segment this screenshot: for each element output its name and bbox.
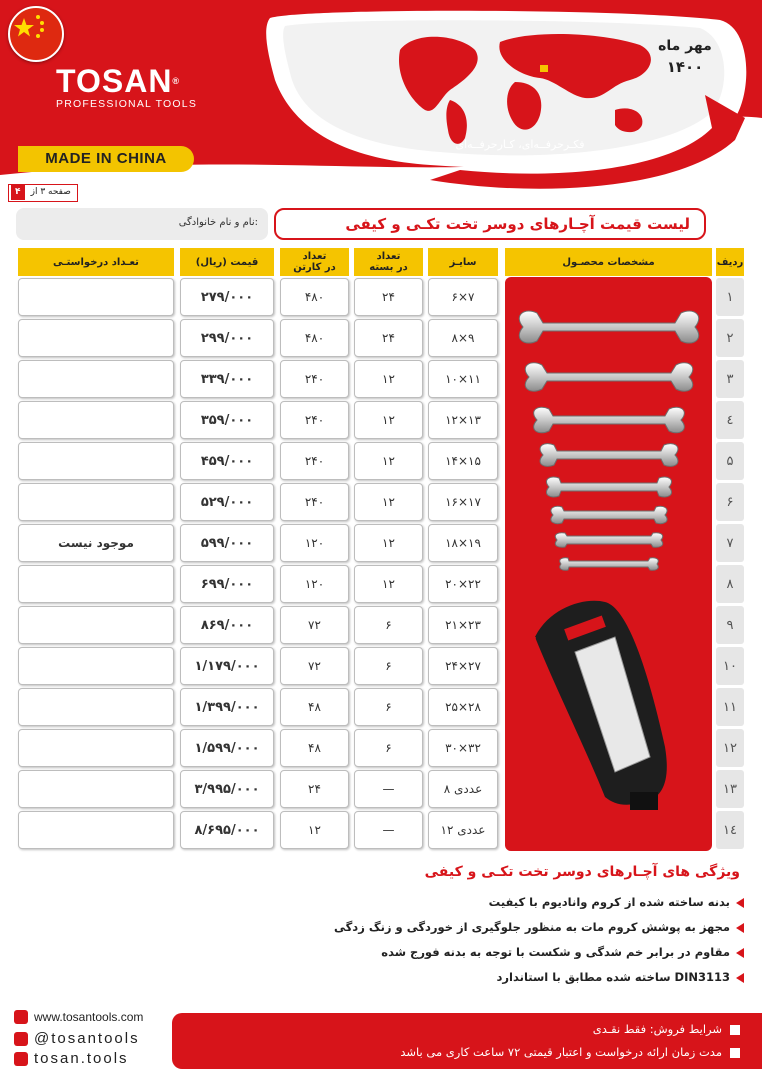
- row-number: ۱۰: [716, 647, 744, 685]
- website-link[interactable]: [14, 1010, 143, 1024]
- pack-qty-cell: ۶: [354, 647, 423, 685]
- square-bullet-icon: [730, 1048, 740, 1058]
- col-header-per-carton: تعداد در کارتن: [280, 248, 349, 276]
- request-qty-input[interactable]: [18, 319, 174, 357]
- row-number: ۸: [716, 565, 744, 603]
- col-header-row-no: ردیف: [716, 248, 744, 276]
- carton-qty-cell: ۲۴۰: [280, 442, 349, 480]
- issue-year: ۱۴۰۰: [666, 58, 704, 76]
- pack-qty-cell: ۱۲: [354, 483, 423, 521]
- features-title: ویژگی های آچـارهای دوسر تخت تکـی و کیفی: [424, 864, 740, 880]
- price-cell: ۱/۱۷۹/۰۰۰: [180, 647, 274, 685]
- terms-text: مدت زمان ارائه درخواست و اعتبار قیمتی ۷۲ ساعت کاری می باشد: [400, 1045, 722, 1059]
- instagram-text: tosan.tools: [34, 1050, 129, 1067]
- size-cell: ۱۴×۱۵: [428, 442, 498, 480]
- customer-name-label: نام و نام خانوادگی:: [178, 217, 258, 228]
- size-cell: ۳۰×۳۲: [428, 729, 498, 767]
- row-number: ۱٤: [716, 811, 744, 849]
- request-qty-input[interactable]: [18, 360, 174, 398]
- triangle-bullet-icon: [736, 973, 744, 983]
- row-number: ۲: [716, 319, 744, 357]
- price-cell: ۸۶۹/۰۰۰: [180, 606, 274, 644]
- pouch-icon: [534, 601, 667, 810]
- col-header-size: سایـز: [428, 248, 498, 276]
- carton-qty-cell: ۴۸۰: [280, 319, 349, 357]
- brand-subtitle: PROFESSIONAL TOOLS: [56, 98, 198, 110]
- world-map-icon: [380, 20, 680, 150]
- brand-logo: [56, 63, 236, 110]
- carton-qty-cell: ۲۴۰: [280, 483, 349, 521]
- col-header-per-pack: تعداد در بسته: [354, 248, 423, 276]
- pack-qty-cell: ۱۲: [354, 360, 423, 398]
- feature-item: [184, 970, 744, 984]
- price-cell: ۳۵۹/۰۰۰: [180, 401, 274, 439]
- pack-qty-cell: ۱۲: [354, 442, 423, 480]
- size-cell: ۱۲×۱۳: [428, 401, 498, 439]
- website-text: www.tosantools.com: [34, 1010, 144, 1024]
- row-number: ۹: [716, 606, 744, 644]
- row-number: ۱۳: [716, 770, 744, 808]
- size-cell: ۱۶×۱۷: [428, 483, 498, 521]
- issue-date: [640, 38, 730, 76]
- triangle-bullet-icon: [736, 898, 744, 908]
- col-header-price: قیمت (ریال): [180, 248, 274, 276]
- pack-qty-cell: ۱۲: [354, 565, 423, 603]
- carton-qty-cell: ۲۴: [280, 770, 349, 808]
- pack-qty-cell: —: [354, 811, 423, 849]
- price-cell: ۲۷۹/۰۰۰: [180, 278, 274, 316]
- header: [0, 0, 762, 200]
- request-qty-input[interactable]: [18, 401, 174, 439]
- carton-qty-cell: ۷۲: [280, 606, 349, 644]
- row-number: ۵: [716, 442, 744, 480]
- request-qty-input[interactable]: [18, 688, 174, 726]
- request-qty-input[interactable]: [18, 565, 174, 603]
- request-qty-input[interactable]: موجود نیست: [18, 524, 174, 562]
- size-cell: ۲۵×۲۸: [428, 688, 498, 726]
- pack-qty-cell: ۶: [354, 688, 423, 726]
- wrench-set-image: [505, 277, 712, 851]
- request-qty-input[interactable]: [18, 811, 174, 849]
- size-cell: ۸ عددی: [428, 770, 498, 808]
- request-qty-input[interactable]: [18, 442, 174, 480]
- page-total: ۴: [11, 185, 25, 200]
- terms-line: [180, 1022, 740, 1036]
- request-qty-input[interactable]: [18, 606, 174, 644]
- feature-text: مقاوم در برابر خم شدگی و شکست با توجه به بدنه فورج شده: [381, 945, 730, 959]
- price-cell: ۳۳۹/۰۰۰: [180, 360, 274, 398]
- price-cell: ۲۹۹/۰۰۰: [180, 319, 274, 357]
- pack-qty-cell: ۲۴: [354, 319, 423, 357]
- feature-text: ساخته شده مطابق با استاندارد DIN3113: [496, 970, 730, 984]
- col-header-specs: مشخصات محصـول: [505, 248, 712, 276]
- size-cell: ۲۰×۲۲: [428, 565, 498, 603]
- size-cell: ۱۲ عددی: [428, 811, 498, 849]
- size-cell: ۱۸×۱۹: [428, 524, 498, 562]
- carton-qty-cell: ۱۲۰: [280, 524, 349, 562]
- carton-qty-cell: ۱۲: [280, 811, 349, 849]
- size-cell: ۸×۹: [428, 319, 498, 357]
- made-in-badge: MADE IN CHINA: [18, 146, 194, 172]
- price-cell: ۸/۶۹۵/۰۰۰: [180, 811, 274, 849]
- size-cell: ۲۱×۲۳: [428, 606, 498, 644]
- carton-qty-cell: ۱۲۰: [280, 565, 349, 603]
- globe-icon: [14, 1010, 28, 1024]
- carton-qty-cell: ۴۸۰: [280, 278, 349, 316]
- china-flag-icon: [8, 6, 64, 62]
- price-cell: ۳/۹۹۵/۰۰۰: [180, 770, 274, 808]
- row-number: ۳: [716, 360, 744, 398]
- carton-qty-cell: ۲۴۰: [280, 401, 349, 439]
- telegram-link[interactable]: [14, 1030, 140, 1047]
- price-cell: ۵۲۹/۰۰۰: [180, 483, 274, 521]
- size-cell: ۶×۷: [428, 278, 498, 316]
- size-cell: ۲۴×۲۷: [428, 647, 498, 685]
- carton-qty-cell: ۲۴۰: [280, 360, 349, 398]
- price-cell: ۵۹۹/۰۰۰: [180, 524, 274, 562]
- request-qty-input[interactable]: [18, 647, 174, 685]
- slogan: فکـرحرفــه‌ای، کـارحرفــه‌ای: [455, 138, 585, 151]
- row-number: ۱: [716, 278, 744, 316]
- carton-qty-cell: ۷۲: [280, 647, 349, 685]
- pack-qty-cell: ۶: [354, 606, 423, 644]
- price-cell: ۱/۳۹۹/۰۰۰: [180, 688, 274, 726]
- row-number: ۱۲: [716, 729, 744, 767]
- telegram-text: @tosantools: [34, 1030, 140, 1047]
- row-number: ۱۱: [716, 688, 744, 726]
- page-title: لیست قیمت آچـارهای دوسر تخت تکـی و کیفی: [274, 208, 706, 240]
- price-cell: ۱/۵۹۹/۰۰۰: [180, 729, 274, 767]
- feature-text: مجهز به پوشش کروم مات به منظور جلوگیری از خوردگی و زنگ زدگی: [333, 920, 730, 934]
- pack-qty-cell: ۱۲: [354, 401, 423, 439]
- feature-item: [184, 920, 744, 934]
- triangle-bullet-icon: [736, 948, 744, 958]
- request-qty-input[interactable]: [18, 278, 174, 316]
- issue-month: مهر ماه: [658, 38, 712, 54]
- size-cell: ۱۰×۱۱: [428, 360, 498, 398]
- pack-qty-cell: ۲۴: [354, 278, 423, 316]
- product-image-panel: [505, 277, 712, 851]
- price-cell: ۴۵۹/۰۰۰: [180, 442, 274, 480]
- request-qty-input[interactable]: [18, 483, 174, 521]
- row-number: ۶: [716, 483, 744, 521]
- brand-name: TOSAN: [56, 63, 173, 99]
- carton-qty-cell: ۴۸: [280, 688, 349, 726]
- page-indicator: [8, 184, 78, 202]
- price-cell: ۶۹۹/۰۰۰: [180, 565, 274, 603]
- pack-qty-cell: —: [354, 770, 423, 808]
- customer-name-field[interactable]: [16, 208, 268, 240]
- triangle-bullet-icon: [736, 923, 744, 933]
- feature-item: [184, 895, 744, 909]
- row-number: ٤: [716, 401, 744, 439]
- terms-text: شرایط فروش: فقط نقـدی: [592, 1022, 722, 1036]
- instagram-icon: [14, 1052, 28, 1066]
- sales-terms-bar: [172, 1013, 762, 1069]
- telegram-icon: [14, 1032, 28, 1046]
- page-label: صفحه ۳ از: [30, 187, 71, 197]
- request-qty-input[interactable]: [18, 770, 174, 808]
- row-number: ۷: [716, 524, 744, 562]
- terms-line: [180, 1045, 740, 1059]
- brand-mark: ®: [172, 76, 181, 86]
- pack-qty-cell: ۱۲: [354, 524, 423, 562]
- pack-qty-cell: ۶: [354, 729, 423, 767]
- feature-item: [184, 945, 744, 959]
- col-header-request: تعـداد درخواستـی: [18, 248, 174, 276]
- square-bullet-icon: [730, 1025, 740, 1035]
- instagram-link[interactable]: [14, 1050, 129, 1067]
- request-qty-input[interactable]: [18, 729, 174, 767]
- carton-qty-cell: ۴۸: [280, 729, 349, 767]
- feature-text: بدنه ساخته شده از کروم وانادیوم با کیفیت: [488, 895, 730, 909]
